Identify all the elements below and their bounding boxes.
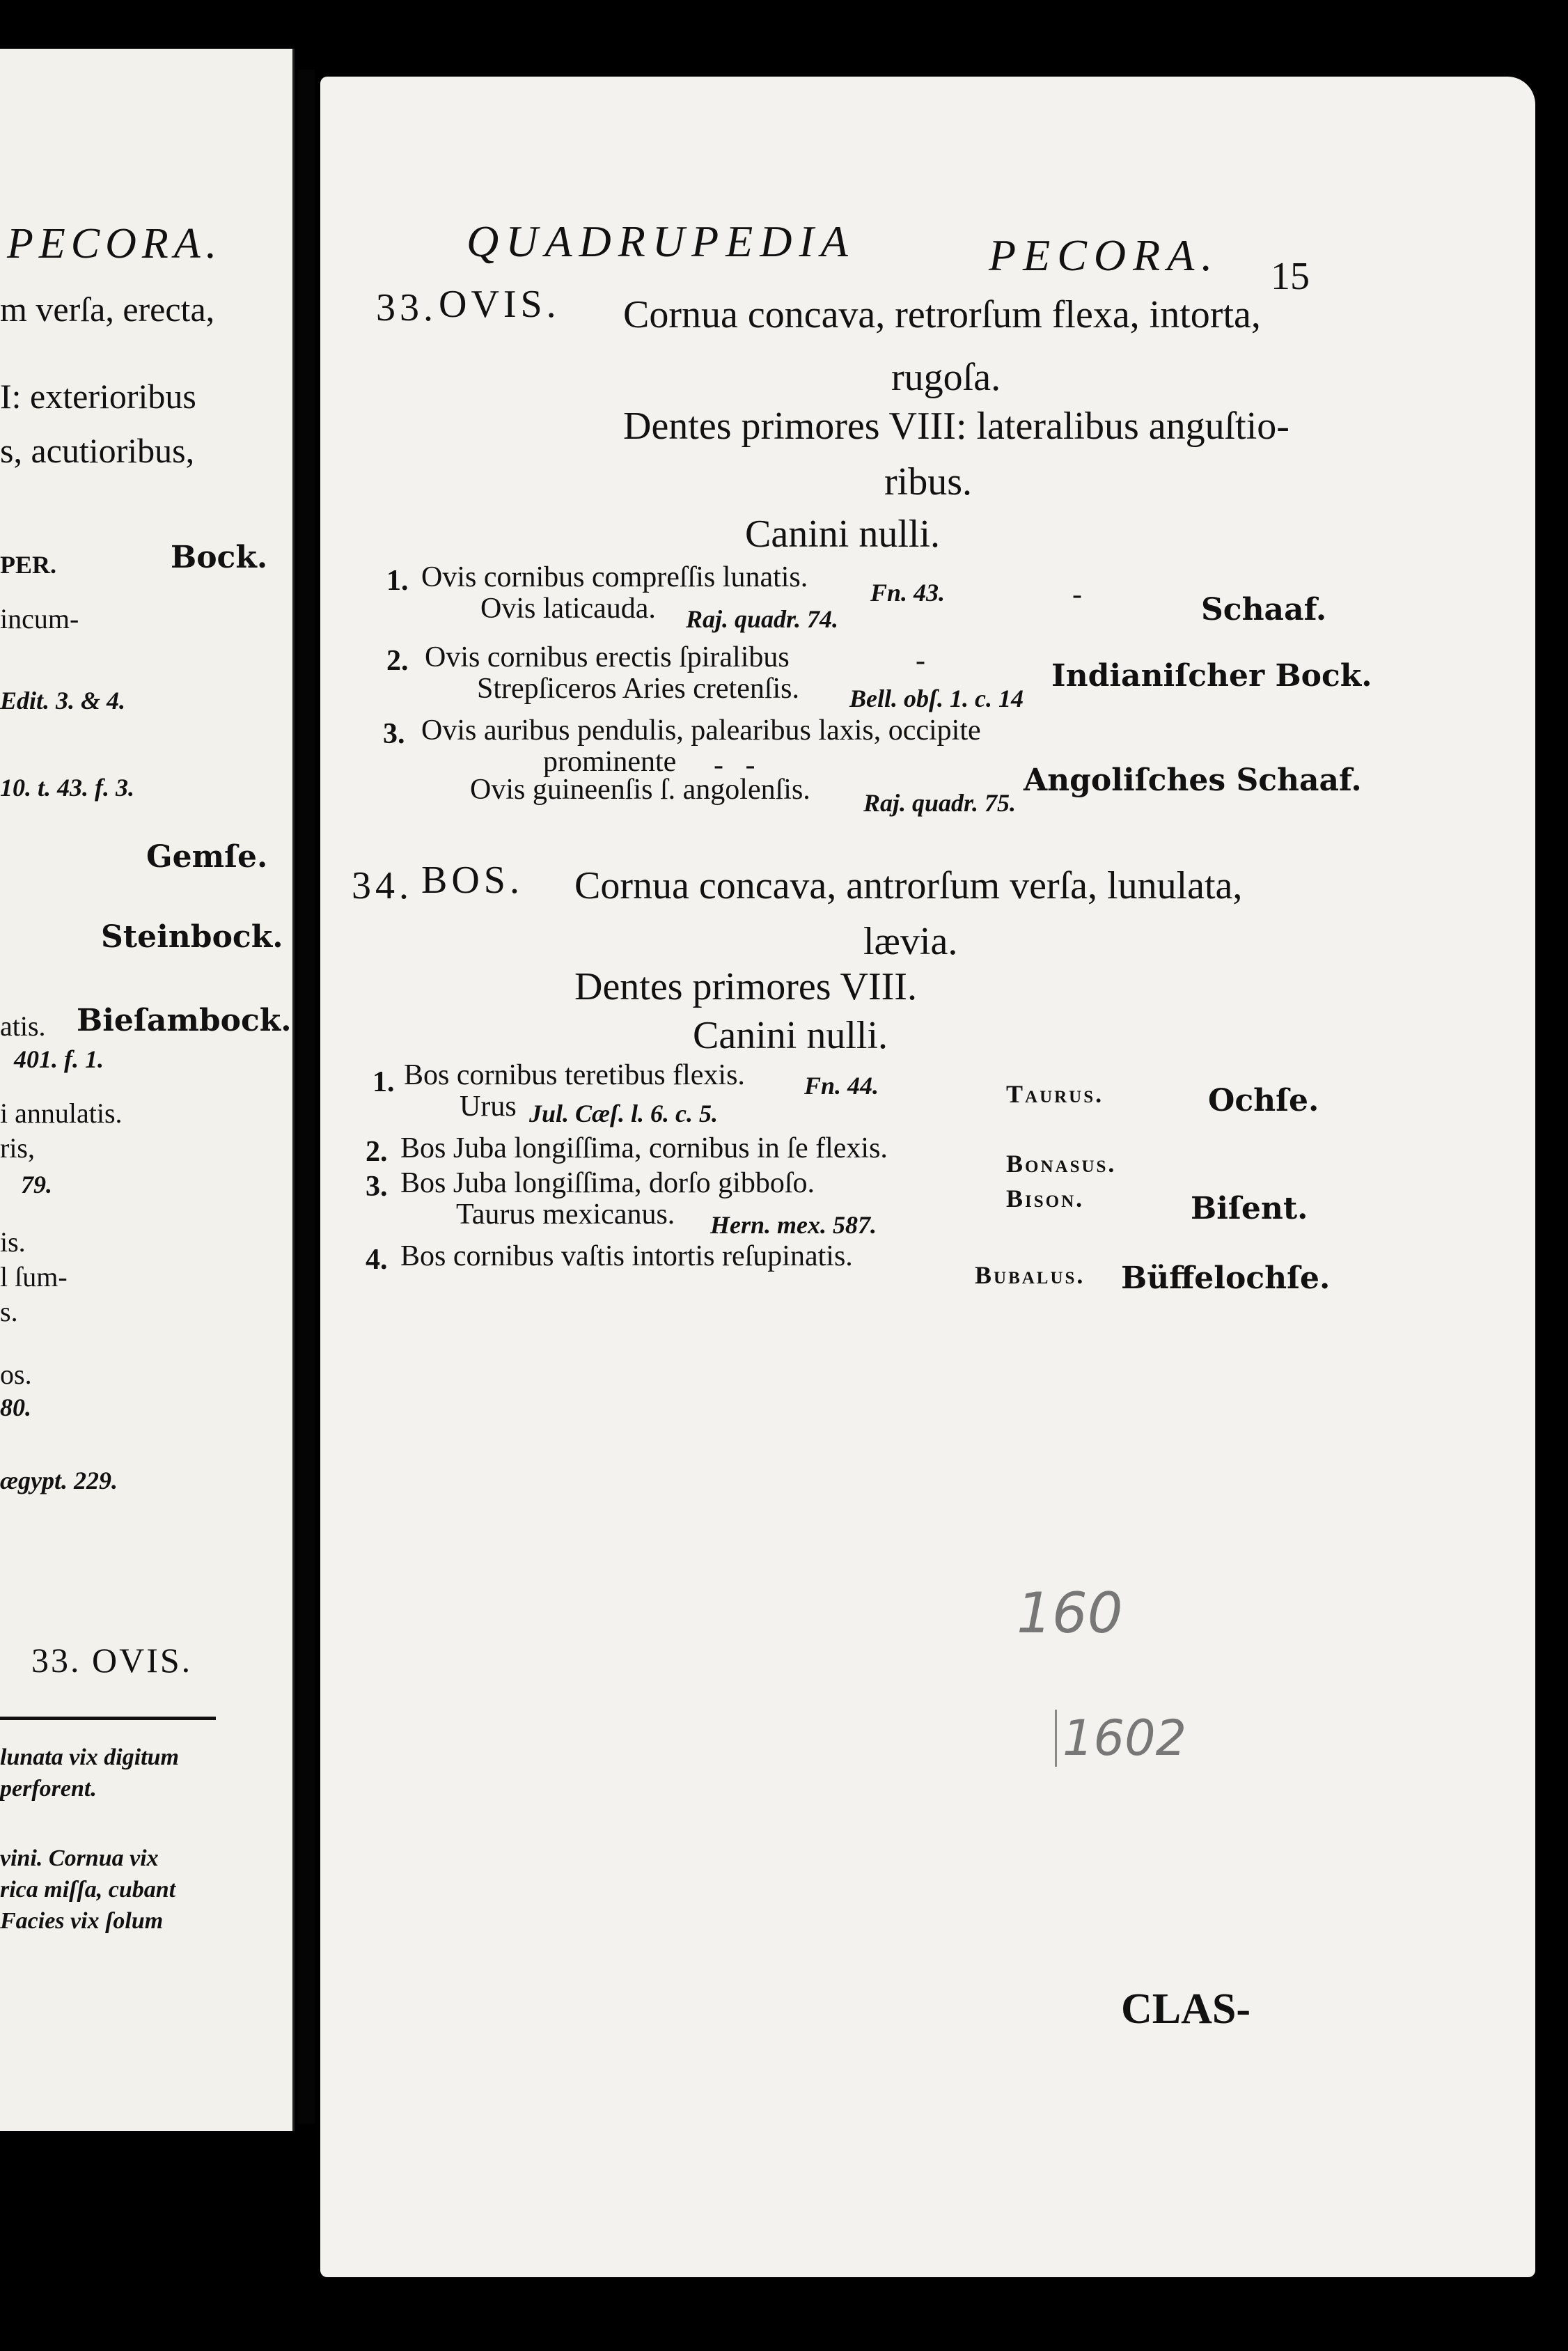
left-line: s, acutioribus, xyxy=(0,431,195,470)
species-reference: Bell. obſ. 1. c. 14 xyxy=(849,685,1024,712)
common-name: Angoliſches Schaaf. xyxy=(1024,763,1362,798)
left-line: s. xyxy=(0,1296,18,1327)
species-diagnosis: Bos Juba longiſſima, dorſo gibboſo. xyxy=(400,1167,815,1199)
genus-name: OVIS. xyxy=(439,283,560,326)
left-line: atis. xyxy=(0,1010,46,1042)
species-diagnosis: Bos cornibus vaſtis intortis reſupinatis. xyxy=(400,1240,853,1272)
spacer-dash: - - xyxy=(714,749,755,781)
common-name: Ochſe. xyxy=(1208,1083,1319,1118)
generic-character: Cornua concava, retrorſum flexa, intorta, xyxy=(623,293,1261,336)
left-common-name: Steinbock. xyxy=(101,919,283,955)
generic-character: lævia. xyxy=(863,920,958,963)
common-name: Biſent. xyxy=(1191,1191,1308,1226)
generic-character: rugoſa. xyxy=(891,356,1001,399)
species-synonym: Ovis laticauda. xyxy=(480,593,656,625)
left-ref: 401. f. 1. xyxy=(14,1045,104,1073)
left-ref: 10. t. 43. f. 3. xyxy=(0,774,134,802)
species-diagnosis: Bos Juba longiſſima, cornibus in ſe flexis. xyxy=(400,1132,888,1164)
generic-character: Canini nulli. xyxy=(693,1014,888,1057)
species-synonym: Taurus mexicanus. xyxy=(456,1198,675,1231)
common-name: Indianiſcher Bock. xyxy=(1051,658,1372,694)
species-diagnosis: Ovis auribus pendulis, palearibus laxis, occipite xyxy=(421,714,981,747)
species-number: 3. xyxy=(366,1171,388,1203)
species-synonym: Ovis guineenſis ſ. angolenſis. xyxy=(470,774,810,806)
species-reference: Fn. 44. xyxy=(804,1072,879,1100)
left-footnote: lunata vix digitum xyxy=(0,1744,179,1770)
species-diagnosis: Ovis cornibus compreſſis lunatis. xyxy=(421,561,808,593)
species-number: 2. xyxy=(366,1136,388,1168)
genus-number: 34. xyxy=(352,864,413,907)
species-number: 2. xyxy=(386,645,409,677)
left-line: l ſum- xyxy=(0,1261,68,1292)
species-reference: Raj. quadr. 75. xyxy=(863,789,1017,817)
species-number: 1. xyxy=(386,565,409,597)
left-footnote: Facies vix ſolum xyxy=(0,1908,164,1934)
common-name: Büffelochſe. xyxy=(1121,1260,1331,1296)
pencil-annotation: 160 xyxy=(1017,1581,1123,1646)
running-head-left: QUADRUPEDIA xyxy=(467,217,855,266)
pencil-annotation: 1602 xyxy=(1055,1710,1186,1767)
species-diagnosis: Bos cornibus teretibus flexis. xyxy=(404,1059,745,1091)
species-synonym: Strepſiceros Aries cretenſis. xyxy=(477,673,800,705)
spacer-dash: - xyxy=(916,645,925,677)
left-line: os. xyxy=(0,1359,32,1390)
species-number: 3. xyxy=(383,718,405,750)
species-diagnosis: Ovis cornibus erectis ſpiralibus xyxy=(425,641,790,673)
left-footnote: rica miſſa, cubant xyxy=(0,1877,176,1903)
genus-number: 33. xyxy=(376,286,437,329)
linnaean-name: Taurus. xyxy=(1006,1080,1104,1108)
genus-name: BOS. xyxy=(421,859,524,902)
page-number: 15 xyxy=(1271,255,1310,298)
left-footnote: vini. Cornua vix xyxy=(0,1845,159,1871)
species-diagnosis-continuation: prominente xyxy=(543,746,677,778)
left-footer-genus: 33. OVIS. xyxy=(31,1641,193,1680)
species-reference: Hern. mex. 587. xyxy=(710,1211,877,1239)
left-line: ris, xyxy=(0,1132,35,1164)
linnaean-name: Bison. xyxy=(1006,1185,1085,1212)
linnaean-name: Bonasus. xyxy=(1006,1150,1117,1178)
left-ref: 79. xyxy=(21,1171,52,1198)
left-line: i annulatis. xyxy=(0,1098,123,1129)
species-synonym: Urus xyxy=(460,1091,517,1123)
left-line: PER. xyxy=(0,551,56,579)
generic-character: ribus. xyxy=(884,460,972,503)
species-number: 1. xyxy=(373,1066,395,1098)
left-line: m verſa, erecta, xyxy=(0,290,215,329)
left-common-name: Gemſe. xyxy=(146,839,268,875)
left-line: is. xyxy=(0,1226,26,1258)
left-common-name: Bieſambock. xyxy=(77,1003,292,1038)
left-ref: 80. xyxy=(0,1393,31,1421)
species-number: 4. xyxy=(366,1244,388,1276)
left-line: I: exterioribus xyxy=(0,377,196,416)
generic-character: Dentes primores VIII: lateralibus anguſtio- xyxy=(623,405,1289,448)
species-reference: Raj. quadr. 74. xyxy=(686,605,839,633)
left-line: incum- xyxy=(0,603,79,634)
left-page-header: PECORA. xyxy=(7,220,223,267)
generic-character: Canini nulli. xyxy=(745,513,940,556)
book-gutter xyxy=(298,70,315,2124)
linnaean-name: Bubalus. xyxy=(975,1261,1085,1289)
generic-character: Dentes primores VIII. xyxy=(574,965,917,1008)
left-common-name: Bock. xyxy=(171,540,268,575)
left-ref: ægypt. 229. xyxy=(0,1467,118,1494)
left-ref: Edit. 3. & 4. xyxy=(0,687,126,714)
left-page-fragment xyxy=(0,49,295,2131)
common-name: Schaaf. xyxy=(1201,592,1327,627)
running-head-right: PECORA. xyxy=(989,231,1220,280)
species-reference: Fn. 43. xyxy=(870,579,946,607)
spacer-dash: - xyxy=(1072,579,1082,611)
left-footnote: perforent. xyxy=(0,1776,97,1802)
generic-character: Cornua concava, antrorſum verſa, lunulata, xyxy=(574,864,1243,907)
species-reference: Jul. Cæſ. l. 6. c. 5. xyxy=(529,1100,719,1127)
right-page xyxy=(320,77,1535,2277)
catchword: CLAS- xyxy=(1121,1985,1251,2033)
left-footnote-rule xyxy=(0,1717,216,1720)
